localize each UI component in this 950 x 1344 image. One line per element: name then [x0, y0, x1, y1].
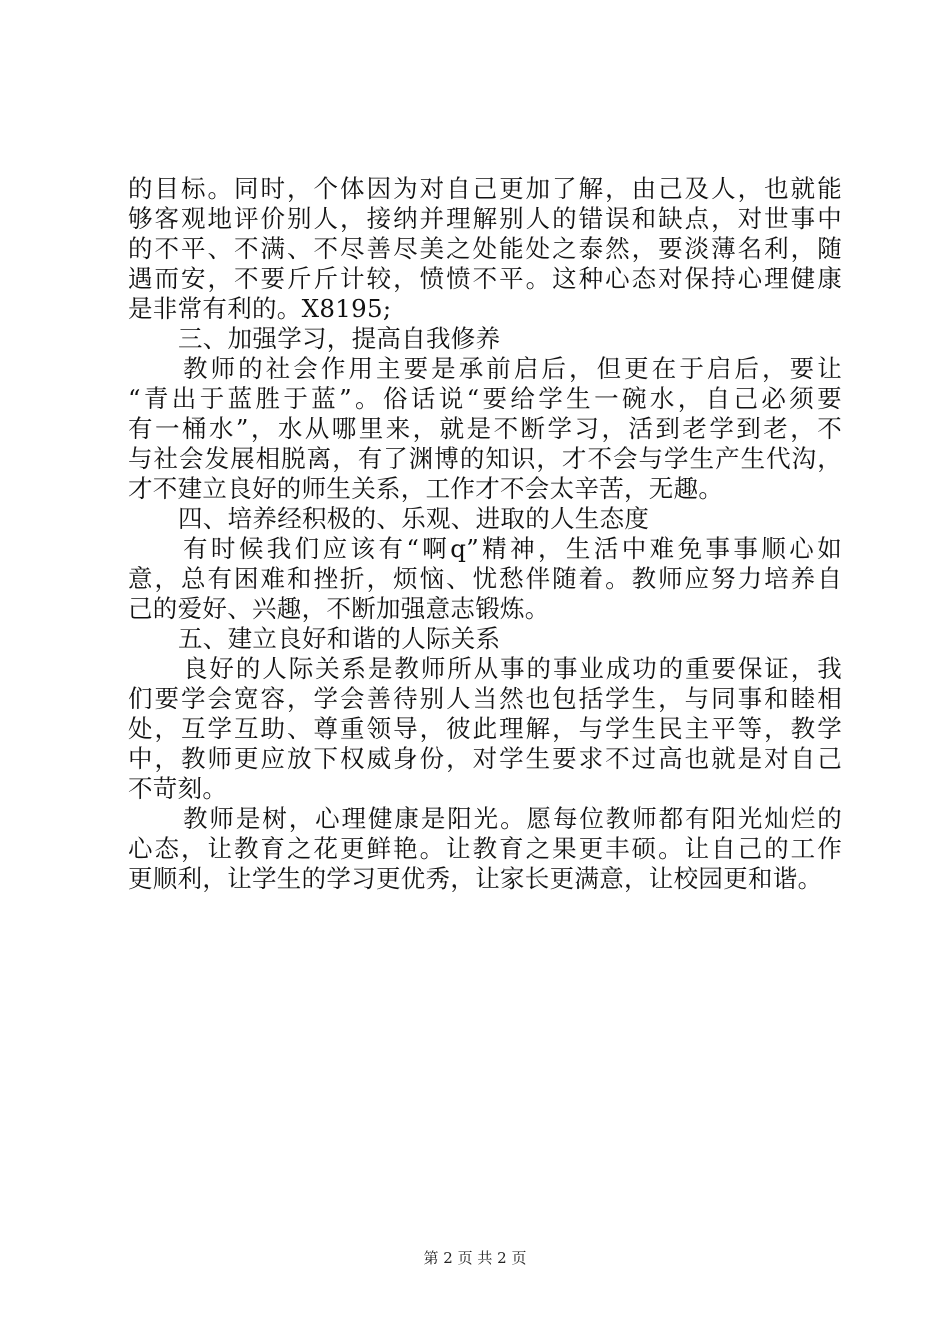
text-line: 意，总有困难和挫折，烦恼、忧愁伴随着。教师应努力培养自	[128, 564, 842, 593]
paragraph	[128, 354, 842, 504]
paragraph	[128, 804, 842, 894]
section-heading-text: 四、培养经积极的、乐观、进取的人生态度	[178, 504, 650, 533]
text-line: 的不平、不满、不尽善尽美之处能处之泰然，要淡薄名利，随	[128, 234, 842, 263]
text-line: “青出于蓝胜于蓝”。俗话说“要给学生一碗水，自己必须要	[128, 384, 842, 413]
document-body	[128, 174, 842, 894]
section-heading-text: 三、加强学习，提高自我修养	[178, 324, 501, 353]
text-line: 是非常有利的。X8195;	[128, 294, 392, 323]
paragraph	[128, 534, 842, 624]
section-heading-text: 五、建立良好和谐的人际关系	[178, 624, 501, 653]
text-line: 心态，让教育之花更鲜艳。让教育之果更丰硕。让自己的工作	[128, 834, 842, 863]
text-line: 遇而安，不要斤斤计较，愤愤不平。这种心态对保持心理健康	[128, 264, 842, 293]
text-line: 与社会发展相脱离，有了渊博的知识，才不会与学生产生代沟，	[128, 444, 842, 473]
section-heading	[128, 624, 842, 654]
text-line: 教师是树，心理健康是阳光。愿每位教师都有阳光灿烂的	[183, 804, 842, 833]
text-line: 己的爱好、兴趣，不断加强意志锻炼。	[128, 594, 550, 623]
text-line: 够客观地评价别人，接纳并理解别人的错误和缺点，对世事中	[128, 204, 842, 233]
text-line: 不苛刻。	[128, 774, 228, 803]
text-line: 才不建立良好的师生关系，工作才不会太辛苦，无趣。	[128, 474, 724, 503]
paragraph	[128, 654, 842, 804]
text-line: 们要学会宽容，学会善待别人当然也包括学生，与同事和睦相	[128, 684, 842, 713]
text-line: 教师的社会作用主要是承前启后，但更在于启后，要让	[183, 354, 842, 383]
text-line: 有时候我们应该有“啊q”精神，生活中难免事事顺心如	[183, 534, 842, 563]
text-line: 处，互学互助、尊重领导，彼此理解，与学生民主平等，教学	[128, 714, 842, 743]
section-heading	[128, 324, 842, 354]
text-line: 的目标。同时，个体因为对自己更加了解，由己及人，也就能	[128, 174, 842, 203]
text-line: 中，教师更应放下权威身份，对学生要求不过高也就是对自己	[128, 744, 842, 773]
text-line: 更顺利，让学生的学习更优秀，让家长更满意，让校园更和谐。	[128, 864, 823, 893]
paragraph	[128, 174, 842, 324]
page-number-footer: 第 2 页 共 2 页	[423, 1249, 527, 1267]
section-heading	[128, 504, 842, 534]
text-line: 良好的人际关系是教师所从事的事业成功的重要保证，我	[183, 654, 842, 683]
text-line: 有一桶水”，水从哪里来，就是不断学习，活到老学到老，不	[128, 414, 842, 443]
